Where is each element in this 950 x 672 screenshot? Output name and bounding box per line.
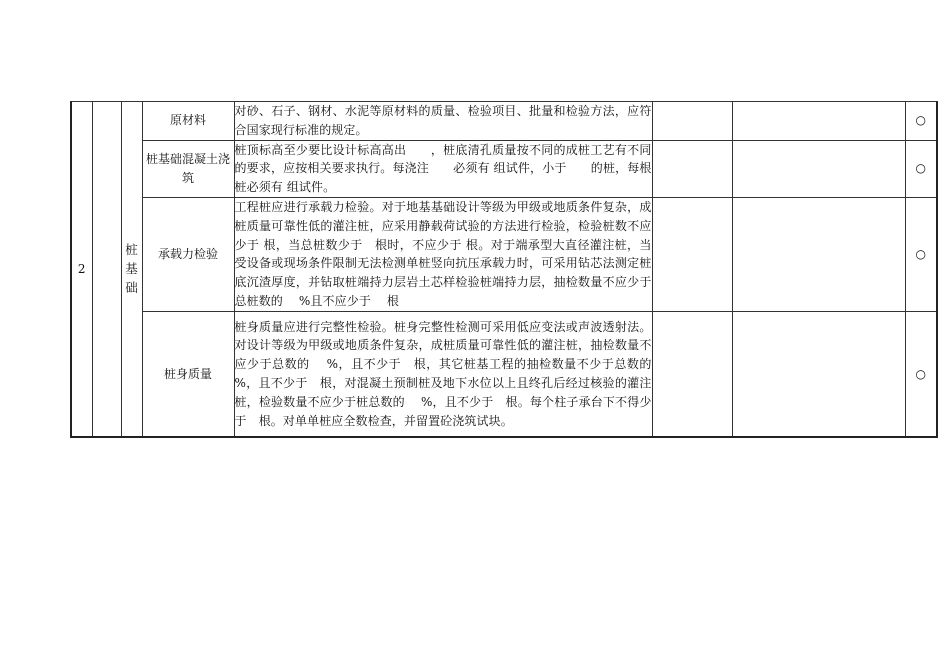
table-row <box>71 197 937 311</box>
item-description: 对砂、石子、钢材、水泥等原材料的质量、检验项目、批量和检验方法，应符合国家现行标准的规定。 <box>234 102 652 141</box>
item-name: 桩基础混凝土浇筑 <box>142 140 234 197</box>
blank-cell <box>732 311 905 437</box>
check-circle-cell <box>905 197 937 311</box>
circle-icon: ○ <box>915 161 926 176</box>
blank-cell <box>652 102 732 141</box>
item-name: 原材料 <box>142 102 234 141</box>
item-description: 工程桩应进行承载力检验。对于地基基础设计等级为甲级或地质条件复杂，成桩质量可靠性低的灌注桩，应采用静载荷试验的方法进行检验，检验桩数不应少于 根，当总桩数少于 根时，不应少于 根。对于端承型大直径灌注桩，当受设备或现场条件限制无法检测单桩竖向抗压承载力时，可采用钻芯法测定桩底沉渣厚度，并钻取桩端持力层岩土芯样检验桩端持力层，抽检数量不应少于总桩数的 %且不应少于 根 <box>234 197 652 311</box>
blank-cell <box>732 140 905 197</box>
table-row <box>71 140 937 197</box>
item-name: 桩身质量 <box>142 311 234 437</box>
blank-cell <box>732 102 905 141</box>
item-name: 承载力检验 <box>142 197 234 311</box>
blank-column <box>92 102 121 438</box>
table-row <box>71 311 937 437</box>
item-index: 2 <box>71 102 92 438</box>
group-label-cell <box>121 102 142 438</box>
item-description: 桩顶标高至少要比设计标高高出 ，桩底清孔质量按不同的成桩工艺有不同的要求，应按相关要求执行。每浇注 必须有 组试件，小于 的桩，每根桩必须有 组试件。 <box>234 140 652 197</box>
blank-cell <box>732 197 905 311</box>
blank-cell <box>652 197 732 311</box>
check-circle-cell <box>905 311 937 437</box>
table-row <box>71 102 937 141</box>
circle-icon: ○ <box>915 113 926 128</box>
check-circle-cell <box>905 102 937 141</box>
circle-icon: ○ <box>915 366 926 381</box>
item-description: 桩身质量应进行完整性检验。桩身完整性检测可采用低应变法或声波透射法。对设计等级为甲级或地质条件复杂，成桩质量可靠性低的灌注桩，抽检数量不应少于总数的 %，且不少于 根，其它桩基工程的抽检数量不少于总数的 %，且不少于 根，对混凝土预制桩及地下水位以上且终孔后经过核验的灌注桩，检验数量不应少于桩总数的 %，且不少于 根。每个柱子承台下不得少于 根。对单单桩应全数检查，并留置砼浇筑试块。 <box>234 311 652 437</box>
circle-icon: ○ <box>915 246 926 261</box>
inspection-table <box>70 101 938 438</box>
blank-cell <box>652 140 732 197</box>
check-circle-cell <box>905 140 937 197</box>
group-label: 桩基础 <box>125 242 138 296</box>
blank-cell <box>652 311 732 437</box>
